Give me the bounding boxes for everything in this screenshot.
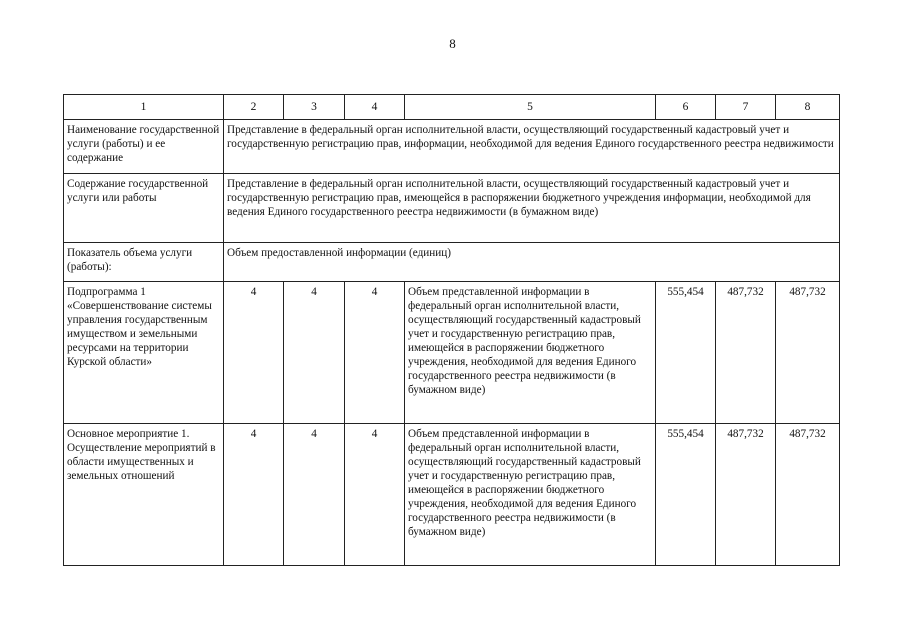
main-activity-col3: 4 — [284, 424, 345, 566]
main-activity-col2: 4 — [224, 424, 284, 566]
subprogram-col8: 487,732 — [776, 282, 840, 424]
column-header-8: 8 — [776, 95, 840, 120]
service-content-label: Содержание государственной услуги или работы — [64, 174, 224, 243]
main-activity-col7: 487,732 — [716, 424, 776, 566]
service-name-text: Представление в федеральный орган исполнительной власти, осуществляющий государственный кадастровый учет и государственную регистрацию прав, информации, необходимой для ведения Единого государственного реестра недвижимости — [224, 120, 840, 174]
main-activity-col4: 4 — [345, 424, 405, 566]
column-header-2: 2 — [224, 95, 284, 120]
table-row-subprogram — [64, 282, 840, 424]
subprogram-col7: 487,732 — [716, 282, 776, 424]
main-activity-description: Объем представленной информации в федеральный орган исполнительной власти, осуществляющий государственный кадастровый учет и государственную регистрацию прав, имеющейся в распоряжении бюджетного учреждения, необходимой для ведения Единого государственного реестра недвижимости (в бумажном виде) — [405, 424, 656, 566]
column-header-6: 6 — [656, 95, 716, 120]
volume-indicator-label: Показатель объема услуги (работы): — [64, 243, 224, 282]
subprogram-col3: 4 — [284, 282, 345, 424]
service-name-label: Наименование государственной услуги (работы) и ее содержание — [64, 120, 224, 174]
subprogram-col6: 555,454 — [656, 282, 716, 424]
main-activity-label: Основное мероприятие 1. Осуществление мероприятий в области имущественных и земельных отношений — [64, 424, 224, 566]
table-row-service-content — [64, 174, 840, 243]
subprogram-description: Объем представленной информации в федеральный орган исполнительной власти, осуществляющий государственный кадастровый учет и государственную регистрацию прав, имеющейся в распоряжении бюджетного учреждения, необходимой для ведения Единого государственного реестра недвижимости (в бумажном виде) — [405, 282, 656, 424]
service-content-text: Представление в федеральный орган исполнительной власти, осуществляющий государственный кадастровый учет и государственную регистрацию прав, имеющейся в распоряжении бюджетного учреждения информации, необходимой для ведения Единого государственного реестра недвижимости (в бумажном виде) — [224, 174, 840, 243]
column-header-7: 7 — [716, 95, 776, 120]
main-activity-col8: 487,732 — [776, 424, 840, 566]
subprogram-col4: 4 — [345, 282, 405, 424]
table-row-volume-indicator — [64, 243, 840, 282]
column-header-3: 3 — [284, 95, 345, 120]
subprogram-col2: 4 — [224, 282, 284, 424]
subprogram-label: Подпрограмма 1 «Совершенствование системы управления государственным имуществом и земельными ресурсами на территории Курской области» — [64, 282, 224, 424]
column-header-1: 1 — [64, 95, 224, 120]
column-header-5: 5 — [405, 95, 656, 120]
page-number: 8 — [449, 36, 456, 51]
volume-indicator-text: Объем предоставленной информации (единиц) — [224, 243, 840, 282]
column-header-4: 4 — [345, 95, 405, 120]
table-header-row — [64, 95, 840, 120]
services-table — [63, 94, 840, 566]
main-activity-col6: 555,454 — [656, 424, 716, 566]
table-row-service-name — [64, 120, 840, 174]
table-row-main-activity — [64, 424, 840, 566]
